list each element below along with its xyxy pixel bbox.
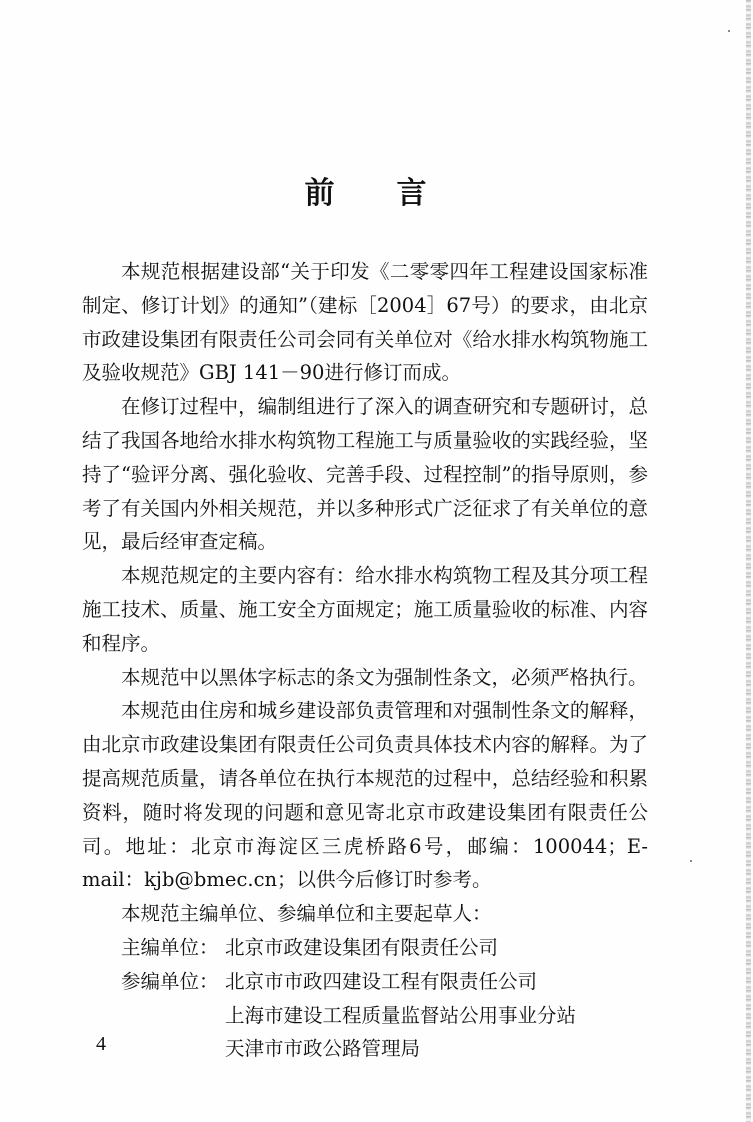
paragraph-main-contents: 本规范规定的主要内容有：给水排水构筑物工程及其分项工程施工技术、质量、施工安全方面规定；施工质量验收的标准、内容和程序。 [82,564,648,655]
paragraph-revision-process: 在修订过程中，编制组进行了深入的调查研究和专题研讨，总结了我国各地给水排水构筑物工程施工与质量验收的实践经验，坚持了“验评分离、强化验收、完善手段、过程控制”的指导原则，参考了有关国内外相关规范，并以多种形式广泛征求了有关单位的意见，最后经审查定稿。 [82,395,648,554]
document-body [82,255,648,1066]
participants-row [82,965,648,1066]
chief-editor-label: 主编单位： [121,935,219,959]
participants-label: 参编单位： [121,969,219,993]
paragraph-administration-contact: 本规范由住房和城乡建设部负责管理和对强制性条文的解释，由北京市政建设集团有限责任公司负责具体技术内容的解释。为了提高规范质量，请各单位在执行本规范的过程中，总结经验和积累资料，随时将发现的问题和意见寄北京市政建设集团有限责任公司。地址：北京市海淀区三虎桥路6号，邮编：100044；E-mail：kjb@bmec.cn；以供今后修订时参考。 [82,699,648,892]
scan-speck [690,860,692,862]
units-intro: 本规范主编单位、参编单位和主要起草人： [121,902,492,926]
paragraph-revision-basis: 本规范根据建设部“关于印发《二零零四年工程建设国家标准制定、修订计划》的通知”（建标［2004］67号）的要求，由北京市政建设集团有限责任公司会同有关单位对《给水排水构筑物施工及验收规范》GBJ 141－90进行修订而成。 [82,260,648,385]
participant-item: 北京市市政四建设工程有限责任公司 [225,969,538,993]
participants-list [225,965,576,1066]
scan-speck [728,30,730,32]
participant-item: 上海市建设工程质量监督站公用事业分站 [225,1003,577,1027]
page-number: 4 [96,1033,106,1055]
paragraph-mandatory-clauses: 本规范中以黑体字标志的条文为强制性条文，必须严格执行。 [121,665,648,689]
page-title: 前言 [304,176,489,212]
participant-item: 天津市市政公路管理局 [225,1037,421,1061]
chief-editor-row [82,931,648,965]
chief-editor-value: 北京市政建设集团有限责任公司 [225,935,499,959]
